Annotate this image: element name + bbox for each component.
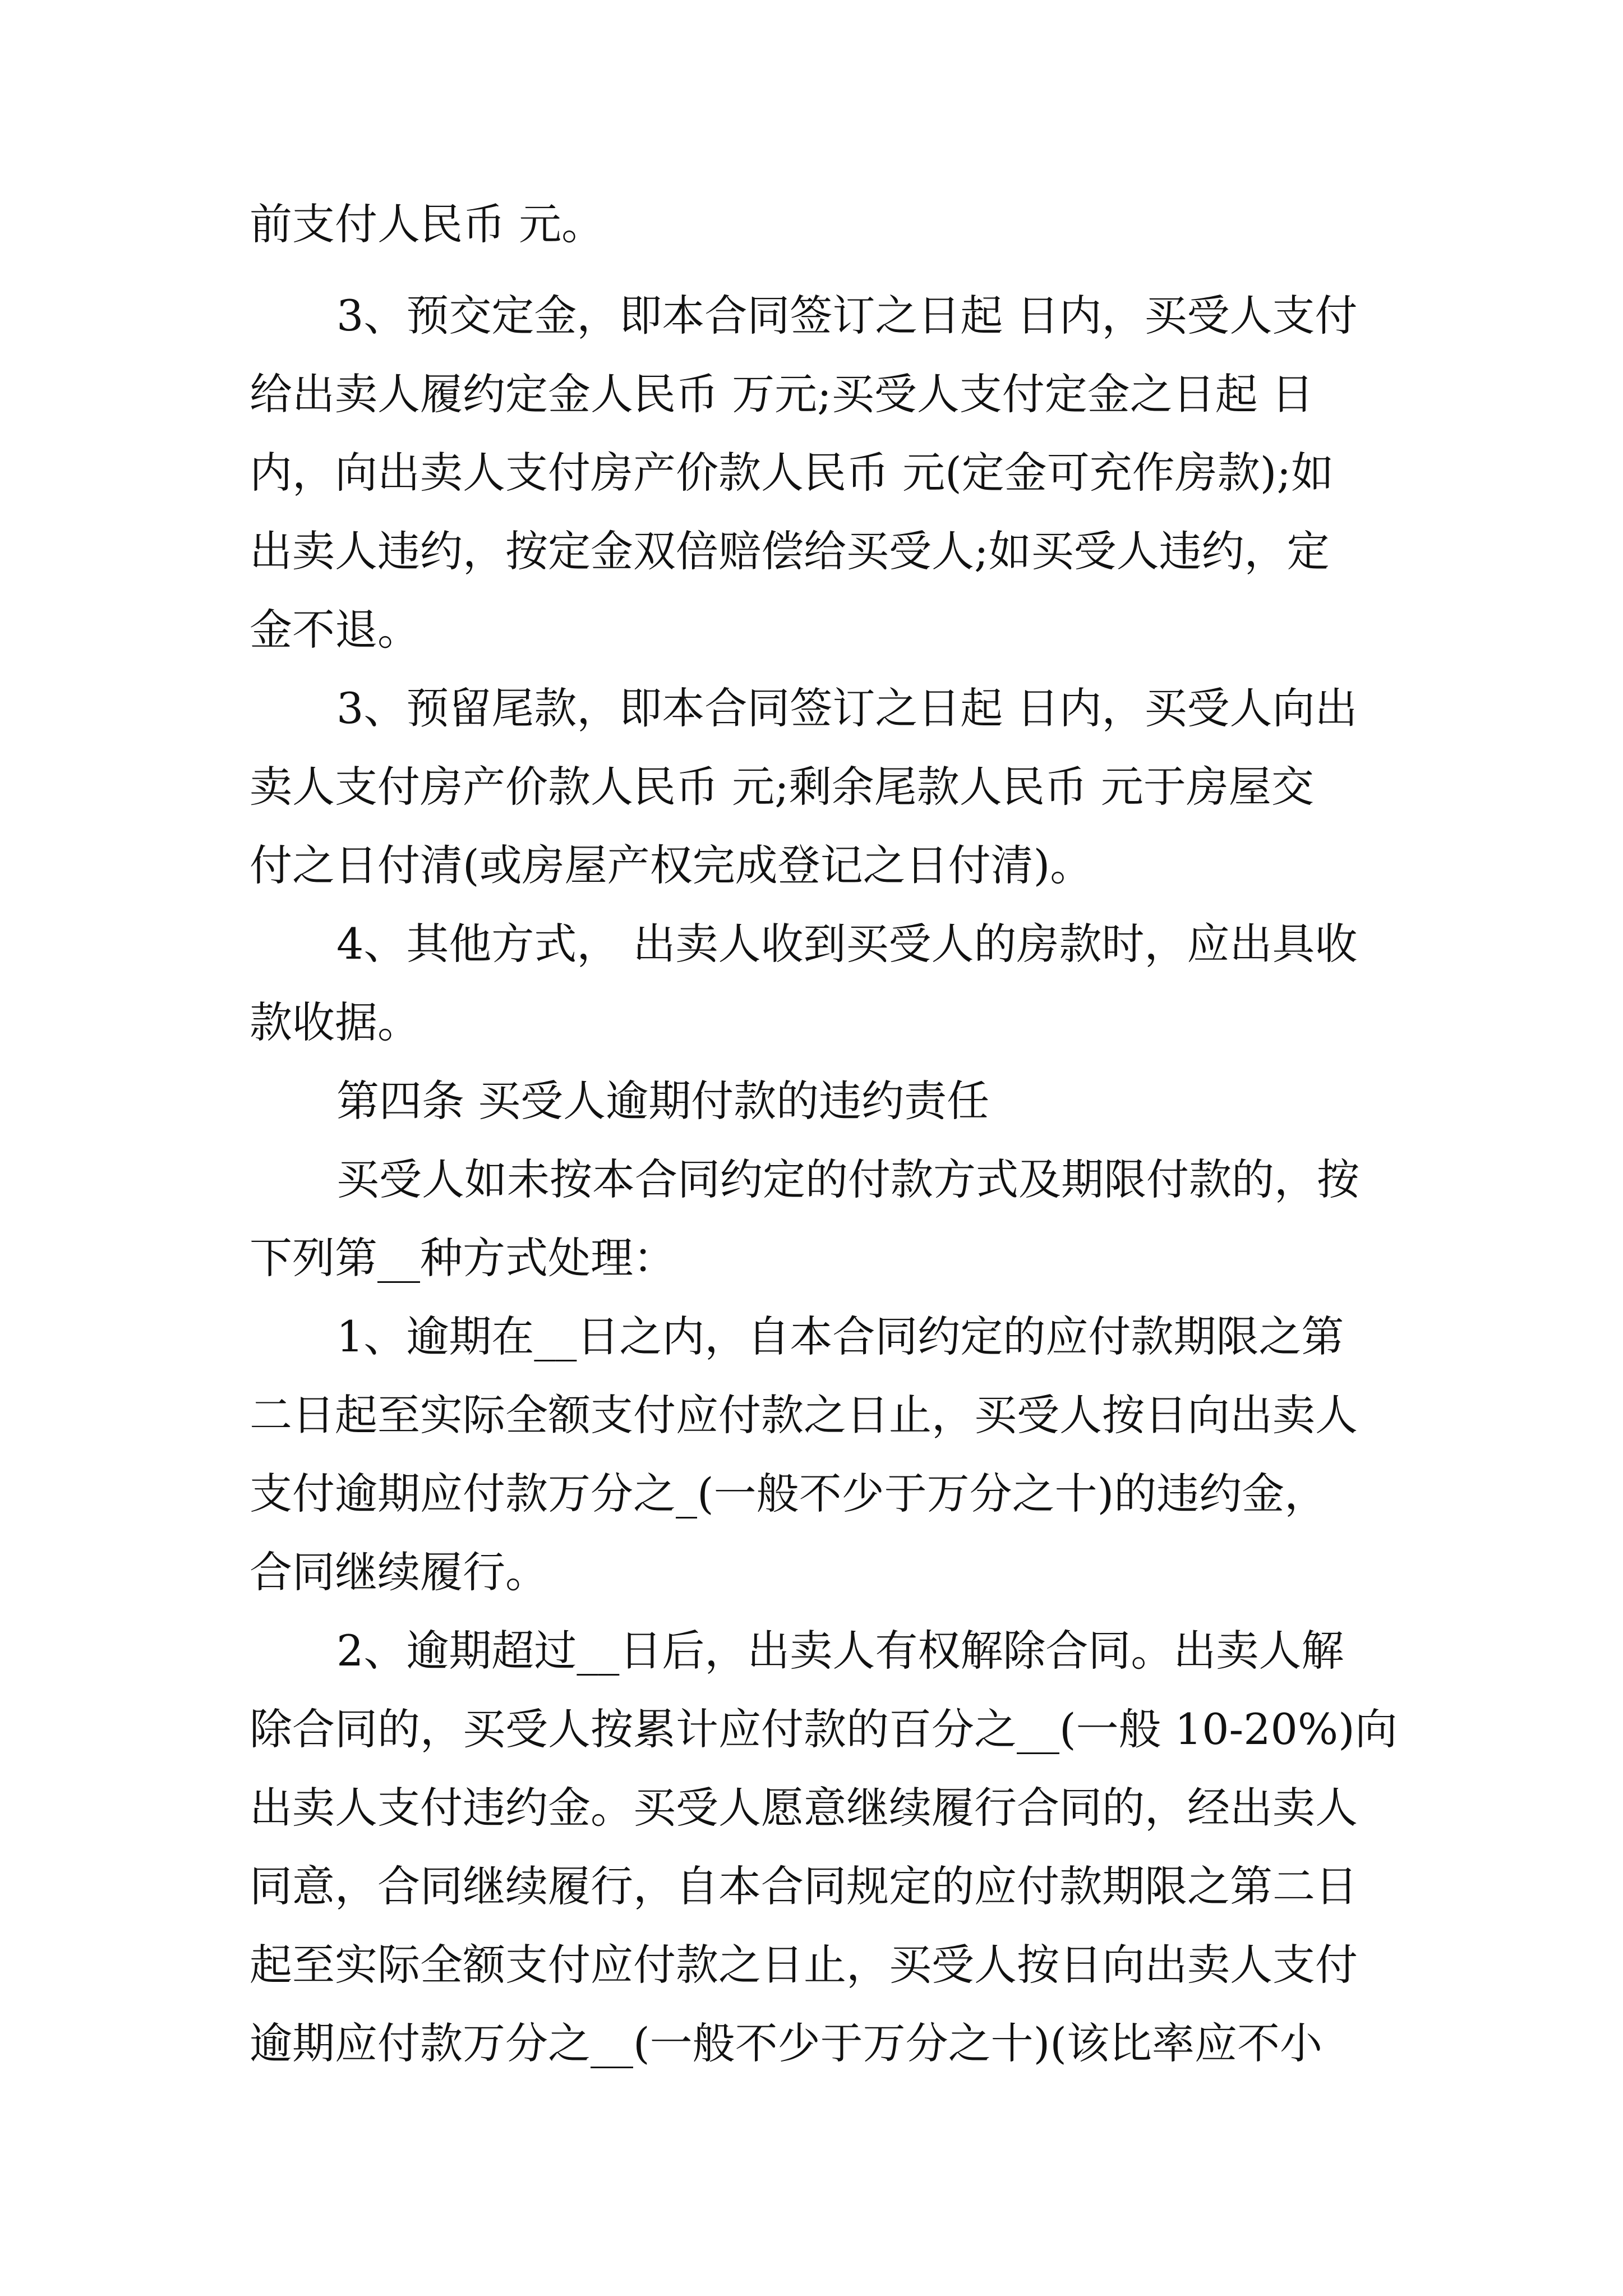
text-line: 二日起至实际全额支付应付款之日止，买受人按日向出卖人	[250, 1390, 1358, 1440]
text-line: 出卖人支付违约金。买受人愿意继续履行合同的，经出卖人	[250, 1783, 1358, 1833]
text-line: 逾期应付款万分之__(一般不少于万分之十)(该比率应不小	[250, 2018, 1322, 2068]
text-line: 3、预交定金，即本合同签订之日起 日内，买受人支付	[336, 291, 1358, 341]
text-line: 下列第__种方式处理：	[250, 1233, 676, 1283]
text-line: 除合同的，买受人按累计应付款的百分之__(一般 10-20%)向	[250, 1704, 1398, 1754]
text-line: 付之日付清(或房屋产权完成登记之日付清)。	[250, 840, 1093, 890]
section-heading: 第四条 买受人逾期付款的违约责任	[336, 1076, 990, 1126]
text-line: 4、其他方式， 出卖人收到买受人的房款时，应出具收	[336, 919, 1358, 969]
text-line: 支付逾期应付款万分之_(一般不少于万分之十)的违约金，	[250, 1469, 1327, 1519]
text-line: 前支付人民币 元。	[250, 199, 605, 249]
text-line: 合同继续履行。	[250, 1547, 548, 1597]
text-line: 出卖人违约，按定金双倍赔偿给买受人;如买受人违约，定	[250, 526, 1330, 576]
text-line: 起至实际全额支付应付款之日止，买受人按日向出卖人支付	[250, 1940, 1358, 1990]
text-line: 卖人支付房产价款人民币 元;剩余尾款人民币 元于房屋交	[250, 762, 1314, 812]
text-line: 同意，合同继续履行，自本合同规定的应付款期限之第二日	[250, 1861, 1358, 1911]
text-line: 2、逾期超过__日后，出卖人有权解除合同。出卖人解	[336, 1626, 1344, 1676]
text-line: 金不退。	[250, 605, 420, 655]
text-line: 款收据。	[250, 997, 420, 1047]
text-line: 内，向出卖人支付房产价款人民币 元(定金可充作房款);如	[250, 448, 1334, 498]
text-line: 3、预留尾款，即本合同签订之日起 日内，买受人向出	[336, 683, 1358, 733]
text-line: 买受人如未按本合同约定的付款方式及期限付款的，按	[336, 1154, 1359, 1204]
text-line: 1、逾期在__日之内，自本合同约定的应付款期限之第	[336, 1312, 1344, 1361]
text-line: 给出卖人履约定金人民币 万元;买受人支付定金之日起 日	[250, 369, 1314, 419]
